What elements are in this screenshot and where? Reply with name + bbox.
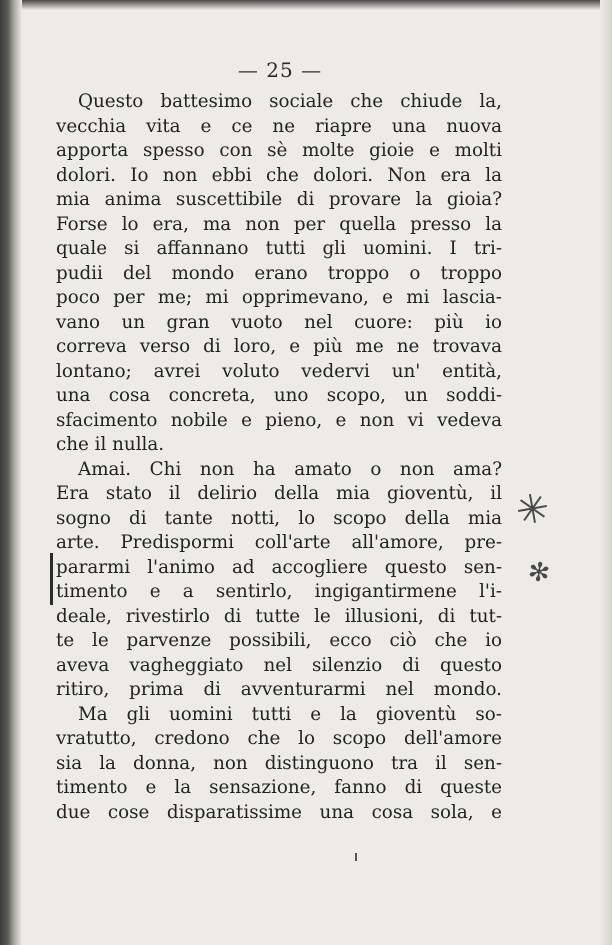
text-line: apporta spesso con sè molte gioie e molti [56,140,502,161]
text-line: pararmi l'animo ad accogliere questo sen- [56,556,502,578]
asterisk-mark-small-icon: ✻ [526,556,552,590]
text-line: aveva vagheggiato nel silenzio di questo [56,654,502,676]
text-line: Questo battesimo sociale che chiude la, [78,91,502,112]
page-number: — 25 — [237,58,323,82]
text-line: Amai. Chi non ha amato o non ama? [78,458,502,480]
ink-speck [355,853,357,861]
text-line: deale, rivestirlo di tutte le illusioni, di tut- [56,605,502,627]
text-line: sfacimento nobile e pieno, e non vi vedeva [56,409,502,431]
text-line: mia anima suscettibile di provare la gioia? [56,189,502,210]
text-line: lontano; avrei voluto vedervi un' entità, [56,360,502,382]
text-line: sogno di tante notti, lo scopo della mia [56,507,502,529]
text-line: sia la donna, non distinguono tra il sen- [56,752,502,774]
text-line: vratutto, credono che lo scopo dell'amore [56,728,502,749]
text-line: ritiro, prima di avventurarmi nel mondo. [56,679,502,700]
text-line: te le parvenze possibili, ecco ciò che io [56,630,502,651]
text-line: due cose disparatissime una cosa sola, e [56,801,502,823]
text-line: che il nulla. [56,434,165,455]
text-line: una cosa concreta, uno scopo, un soddi- [56,385,502,406]
text-line: correva verso di loro, e più me ne trovava [56,336,502,357]
text-line: pudii del mondo erano troppo o troppo [56,262,502,284]
text-line: Era stato il delirio della mia gioventù, il [56,483,502,504]
text-line: Forse lo era, ma non per quella presso la [56,213,502,235]
text-line: vano un gran vuoto nel cuore: più io [56,311,502,333]
asterisk-mark-icon: ✳ [512,484,554,536]
text-line: dolori. Io non ebbi che dolori. Non era la [56,164,502,186]
page-top-edge [0,0,612,10]
book-spine-shadow [0,0,22,945]
text-line: timento e la sensazione, fanno di queste [56,777,502,798]
margin-bracket [50,553,53,605]
text-line: vecchia vita e ce ne riapre una nuova [56,115,502,137]
text-line: poco per me; mi opprimevano, e mi lascia- [56,287,502,308]
text-line: quale si affannano tutti gli uomini. I tri- [56,238,502,259]
body-text [56,90,502,825]
page-right-edge [600,0,612,945]
text-line: timento e a sentirlo, ingigantirmene l'i- [56,581,502,602]
text-line: arte. Predispormi coll'arte all'amore, pre- [56,532,502,553]
text-line: Ma gli uomini tutti e la gioventù so- [78,703,502,725]
